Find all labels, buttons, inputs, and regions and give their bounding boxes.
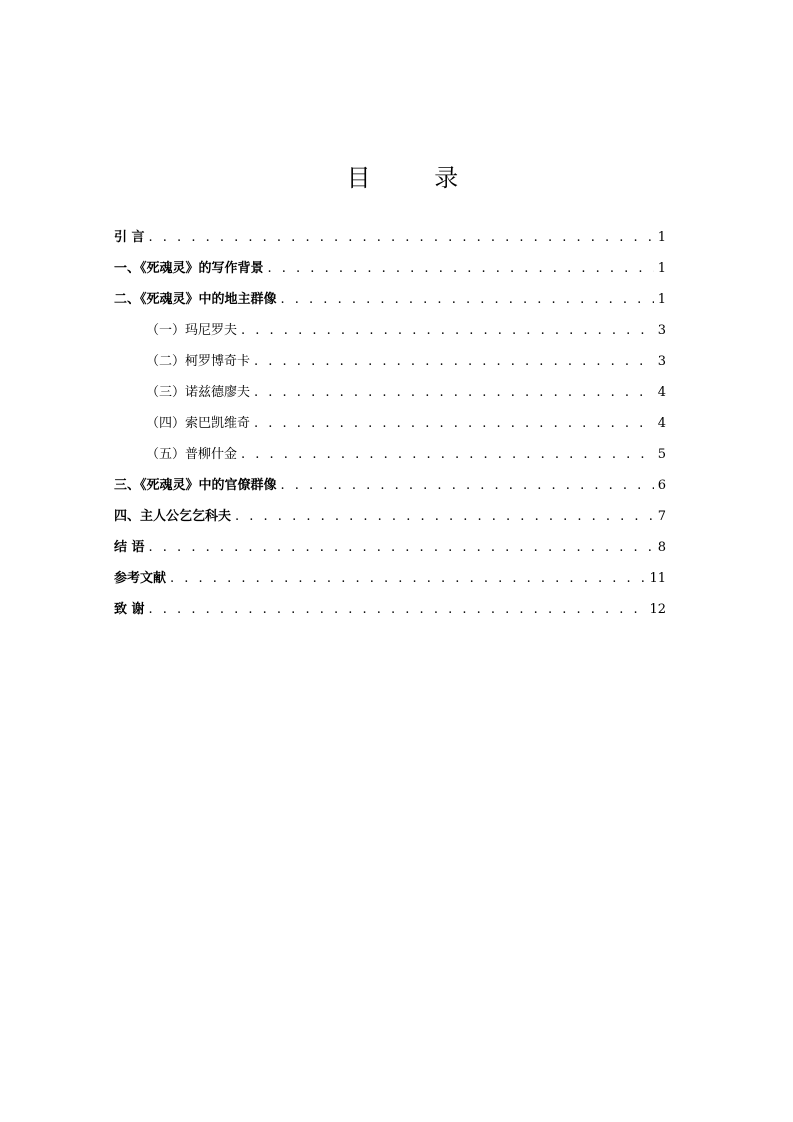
dot-leader bbox=[241, 315, 654, 346]
dot-leader bbox=[254, 346, 654, 377]
toc-title: 目 录 bbox=[346, 164, 487, 192]
toc-entry-label: 引 言 bbox=[114, 230, 145, 245]
dot-leader bbox=[149, 222, 654, 253]
toc-entry-label: （三）诺兹德廖夫 bbox=[146, 385, 251, 400]
toc-entry-page-number: 11 bbox=[649, 571, 666, 586]
toc-entry-section-3 bbox=[114, 470, 666, 501]
toc-entry-references bbox=[114, 563, 666, 594]
toc-entry-subsection-2-4 bbox=[114, 408, 666, 439]
toc-entry-page-number: 1 bbox=[657, 230, 666, 245]
toc-entry-page-number: 6 bbox=[657, 478, 666, 493]
toc-entry-label: 结 语 bbox=[114, 540, 145, 555]
toc-entry-label: （一）玛尼罗夫 bbox=[146, 323, 238, 338]
toc-entry-page-number: 4 bbox=[657, 385, 666, 400]
toc-entry-introduction bbox=[114, 222, 666, 253]
toc-entry-page-number: 8 bbox=[657, 540, 666, 555]
toc-entry-label: 二、《死魂灵》中的地主群像 bbox=[114, 292, 277, 307]
toc-entry-acknowledgements bbox=[114, 594, 666, 625]
dot-leader bbox=[170, 563, 645, 594]
toc-entry-page-number: 5 bbox=[657, 447, 666, 462]
dot-leader bbox=[149, 532, 654, 563]
toc-entry-section-2 bbox=[114, 284, 666, 315]
toc-list bbox=[114, 222, 666, 625]
toc-entry-subsection-2-3 bbox=[114, 377, 666, 408]
toc-entry-label: （五）普柳什金 bbox=[146, 447, 238, 462]
toc-entry-page-number: 3 bbox=[657, 323, 666, 338]
toc-entry-label: 三、《死魂灵》中的官僚群像 bbox=[114, 478, 277, 493]
dot-leader bbox=[149, 594, 646, 625]
toc-entry-label: 参考文献 bbox=[114, 571, 167, 586]
toc-entry-section-4 bbox=[114, 501, 666, 532]
dot-leader bbox=[281, 470, 654, 501]
toc-entry-conclusion bbox=[114, 532, 666, 563]
toc-entry-subsection-2-2 bbox=[114, 346, 666, 377]
toc-entry-page-number: 7 bbox=[657, 509, 666, 524]
dot-leader bbox=[241, 439, 654, 470]
dot-leader bbox=[268, 253, 654, 284]
toc-entry-page-number: 4 bbox=[657, 416, 666, 431]
toc-entry-page-number: 1 bbox=[657, 261, 666, 276]
toc-entry-subsection-2-1 bbox=[114, 315, 666, 346]
toc-entry-label: （四）索巴凯维奇 bbox=[146, 416, 251, 431]
toc-entry-subsection-2-5 bbox=[114, 439, 666, 470]
toc-entry-page-number: 12 bbox=[649, 602, 666, 617]
dot-leader bbox=[254, 377, 654, 408]
toc-entry-label: 致 谢 bbox=[114, 602, 145, 617]
toc-entry-label: 一、《死魂灵》的写作背景 bbox=[114, 261, 264, 276]
dot-leader bbox=[254, 408, 654, 439]
dot-leader bbox=[235, 501, 654, 532]
toc-entry-label: （二）柯罗博奇卡 bbox=[146, 354, 251, 369]
toc-entry-section-1 bbox=[114, 253, 666, 284]
dot-leader bbox=[281, 284, 654, 315]
toc-entry-label: 四、主人公乞乞科夫 bbox=[114, 509, 232, 524]
toc-entry-page-number: 1 bbox=[657, 292, 666, 307]
toc-entry-page-number: 3 bbox=[657, 354, 666, 369]
